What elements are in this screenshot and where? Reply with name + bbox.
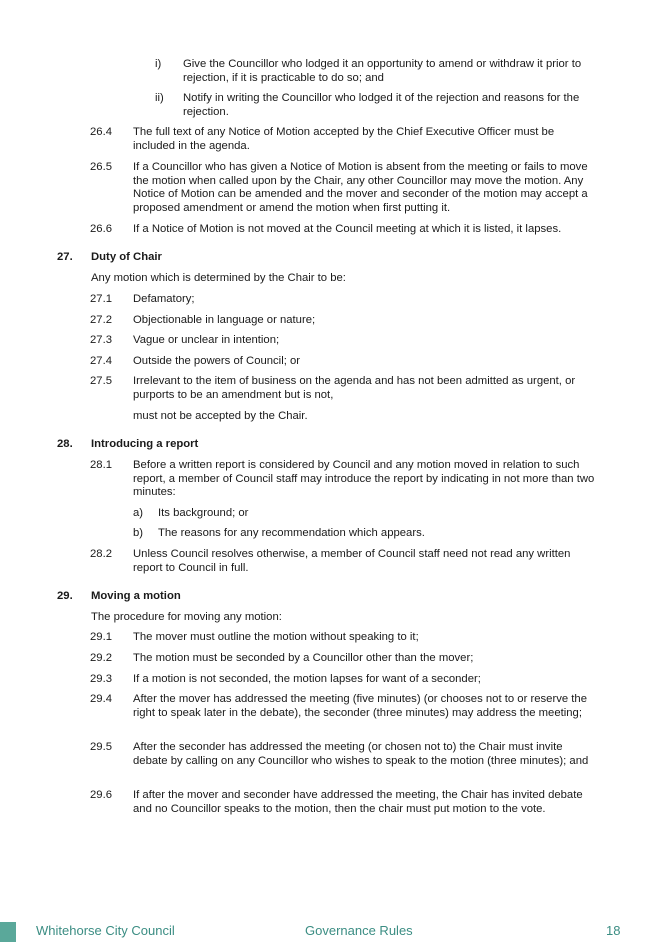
footer-organization: Whitehorse City Council — [36, 923, 175, 938]
clause-number: 29.1 — [90, 631, 112, 643]
clause-number: 26.6 — [90, 223, 112, 235]
clause-text: If a Councillor who has given a Notice of Motion is absent from the meeting or fails to move the motion when called upon by the Chair, any other Councillor may move the motion. Any Notice of Motion can be amended and the mover and seconder of the motion may accept a proposed amendment or amend the motion when first putting it. — [133, 161, 588, 214]
footer-accent-bar — [0, 922, 16, 942]
clause-continuation: must not be accepted by the Chair. — [133, 410, 308, 422]
clause-number: 28.2 — [90, 548, 112, 560]
clause-number: 29.5 — [90, 741, 112, 753]
clause-text: If a motion is not seconded, the motion lapses for want of a seconder; — [133, 673, 481, 685]
section-intro: Any motion which is determined by the Chair to be: — [91, 272, 346, 284]
sublist-text: Notify in writing the Councillor who lodged it of the rejection and reasons for the rejection. — [183, 92, 580, 118]
clause-text: Defamatory; — [133, 293, 195, 305]
clause-text: If a Notice of Motion is not moved at the Council meeting at which it is listed, it lapses. — [133, 223, 562, 235]
clause-number: 29.6 — [90, 789, 112, 801]
section-title: Introducing a report — [91, 438, 199, 450]
sublist-text: Give the Councillor who lodged it an opportunity to amend or withdraw it prior to rejection, if it is practicable to do so; and — [183, 58, 582, 84]
clause-text: Objectionable in language or nature; — [133, 314, 316, 326]
clause-text: After the seconder has addressed the meeting (or chosen not to) the Chair must invite debate by calling on any Councillor who wishes to speak to the motion (three minutes); and — [133, 741, 589, 767]
clause-number: 27.2 — [90, 314, 112, 326]
clause-number: 27.3 — [90, 334, 112, 346]
clause-number: 29.3 — [90, 673, 112, 685]
clause-number: 26.4 — [90, 126, 112, 138]
clause-text: Vague or unclear in intention; — [133, 334, 280, 346]
clause-number: 27.4 — [90, 355, 112, 367]
sublist-marker: ii) — [155, 92, 164, 104]
page-footer — [0, 919, 652, 943]
section-number: 28. — [57, 438, 73, 450]
sublist-marker: b) — [133, 527, 144, 539]
clause-number: 26.5 — [90, 161, 112, 173]
section-title: Moving a motion — [91, 590, 181, 602]
sublist-marker: i) — [155, 58, 162, 70]
clause-text: The full text of any Notice of Motion accepted by the Chief Executive Officer must be included in the agenda. — [133, 126, 555, 152]
page-number: 18 — [606, 923, 621, 938]
clause-text: Before a written report is considered by Council and any motion moved in relation to such report, a member of Council staff may introduce the report by indicating in not more than two minutes: — [133, 459, 595, 499]
clause-number: 27.1 — [90, 293, 112, 305]
clause-number: 28.1 — [90, 459, 112, 471]
footer-document-title: Governance Rules — [305, 923, 413, 938]
clause-number: 27.5 — [90, 375, 112, 387]
clause-text: Outside the powers of Council; or — [133, 355, 301, 367]
clause-number: 29.4 — [90, 693, 112, 705]
sublist-marker: a) — [133, 507, 144, 519]
clause-text: Irrelevant to the item of business on the agenda and has not been admitted as urgent, or purports to be an amendment but is not, — [133, 375, 576, 401]
section-number: 29. — [57, 590, 73, 602]
clause-text: The motion must be seconded by a Councillor other than the mover; — [133, 652, 474, 664]
sublist-text: Its background; or — [158, 507, 249, 519]
clause-number: 29.2 — [90, 652, 112, 664]
section-title: Duty of Chair — [91, 251, 162, 263]
clause-text: After the mover has addressed the meeting (five minutes) (or chooses not to or reserve the right to speak later in the debate), the seconder (three minutes) may address the meeting; — [133, 693, 587, 719]
section-number: 27. — [57, 251, 73, 263]
sublist-text: The reasons for any recommendation which appears. — [158, 527, 425, 539]
clause-text: If after the mover and seconder have addressed the meeting, the Chair has invited debate and no Councillor speaks to the motion, then the chair must put motion to the vote. — [133, 789, 583, 815]
clause-text: The mover must outline the motion without speaking to it; — [133, 631, 419, 643]
section-intro: The procedure for moving any motion: — [91, 611, 282, 623]
clause-text: Unless Council resolves otherwise, a member of Council staff need not read any written report to Council in full. — [133, 548, 571, 574]
